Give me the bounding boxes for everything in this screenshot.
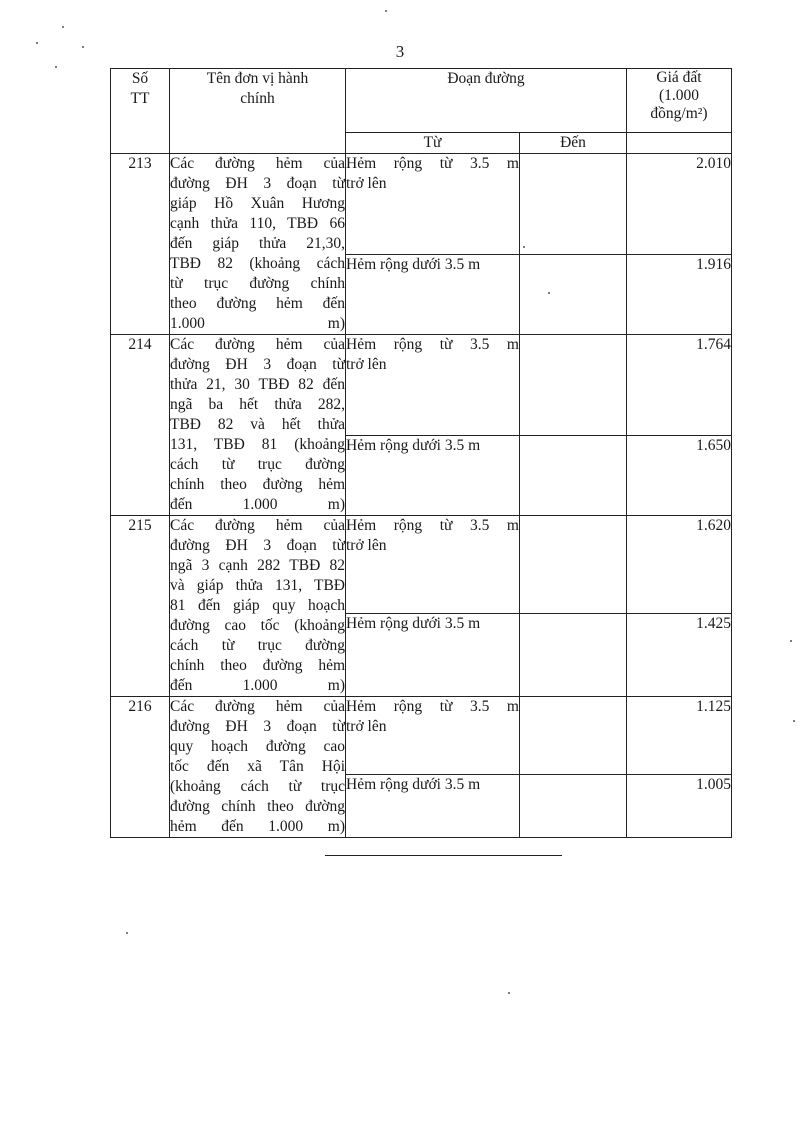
row-unit-name [170, 516, 346, 697]
name-line: ngã ba hết thửa 282, [170, 396, 345, 413]
price-wide: 1.620 [627, 516, 732, 614]
segment-from-narrow: Hẻm rộng dưới 3.5 m [346, 254, 520, 334]
scan-speck [793, 720, 795, 722]
row-stt: 214 [111, 335, 170, 516]
segment-from-narrow: Hẻm rộng dưới 3.5 m [346, 614, 520, 697]
name-line: TBĐ 82 (khoảng cách [170, 255, 345, 272]
name-line: ngã 3 cạnh 282 TBĐ 82 [170, 557, 345, 574]
segment-from-wide [346, 697, 520, 775]
name-line: đường ĐH 3 đoạn từ [170, 718, 345, 735]
segment-to-wide [520, 697, 627, 775]
land-price-table [110, 68, 732, 838]
header-price-line3: đồng/m²) [650, 105, 708, 122]
name-line: tốc đến xã Tân Hội [170, 758, 345, 775]
price-wide: 1.125 [627, 697, 732, 775]
from-line: Hẻm rộng từ 3.5 m [346, 155, 519, 172]
segment-to-narrow [520, 254, 627, 334]
price-narrow: 1.425 [627, 614, 732, 697]
from-line: trở lên [346, 537, 387, 554]
from-line: trở lên [346, 356, 387, 373]
name-line: Các đường hẻm của [170, 517, 345, 534]
name-line: đường chính theo đường [170, 798, 345, 815]
row-stt: 216 [111, 697, 170, 838]
header-from-label: Từ [423, 134, 442, 151]
name-line: giáp Hồ Xuân Hương [170, 195, 345, 212]
name-line: và giáp thửa 131, TBĐ [170, 577, 345, 594]
segment-to-narrow [520, 614, 627, 697]
name-line: đường ĐH 3 đoạn từ [170, 175, 345, 192]
segment-to-wide [520, 154, 627, 255]
from-line: Hẻm rộng từ 3.5 m [346, 698, 519, 715]
name-line: đến 1.000 m) [170, 496, 345, 513]
table-row [111, 516, 732, 614]
name-line: cách từ trục đường [170, 637, 345, 654]
scan-speck [548, 292, 550, 294]
from-line: Hẻm rộng từ 3.5 m [346, 336, 519, 353]
name-line: cạnh thửa 110, TBĐ 66 [170, 215, 345, 232]
header-stt [111, 69, 170, 154]
name-line: cách từ trục đường [170, 456, 345, 473]
segment-to-narrow [520, 435, 627, 515]
table-row [111, 335, 732, 436]
name-line: đến giáp thửa 21,30, [170, 235, 345, 252]
row-stt: 215 [111, 516, 170, 697]
scan-speck [62, 26, 64, 28]
scan-speck [36, 42, 38, 44]
name-line: (khoảng cách từ trục [170, 778, 345, 795]
header-segment [346, 69, 627, 133]
row-stt: 213 [111, 154, 170, 335]
name-line: Các đường hẻm của [170, 698, 345, 715]
name-line: đến 1.000 m) [170, 677, 345, 694]
name-line: TBĐ 82 và hết thửa [170, 416, 345, 433]
header-segment-label: Đoạn đường [447, 70, 525, 87]
price-wide: 1.764 [627, 335, 732, 436]
scan-speck [385, 10, 387, 12]
price-narrow: 1.916 [627, 254, 732, 334]
name-line: từ trục đường chính [170, 275, 345, 292]
closing-rule [325, 855, 562, 856]
name-line: Các đường hẻm của [170, 336, 345, 353]
name-line: chính theo đường hẻm [170, 476, 345, 493]
name-line: đường ĐH 3 đoạn từ [170, 537, 345, 554]
header-from [346, 133, 520, 154]
name-line: 81 đến giáp quy hoạch [170, 597, 345, 614]
price-narrow: 1.005 [627, 775, 732, 838]
segment-from-wide [346, 335, 520, 436]
header-price [627, 69, 732, 133]
name-line: 1.000 m) [170, 315, 345, 332]
header-unit-name [170, 69, 346, 154]
table-row [111, 697, 732, 775]
segment-from-narrow: Hẻm rộng dưới 3.5 m [346, 775, 520, 838]
name-line: thửa 21, 30 TBĐ 82 đến [170, 376, 345, 393]
from-line: trở lên [346, 175, 387, 192]
scan-speck [508, 992, 510, 994]
segment-from-narrow: Hẻm rộng dưới 3.5 m [346, 435, 520, 515]
header-stt-label: Số TT [130, 70, 150, 107]
scan-speck [523, 246, 525, 248]
name-line: 131, TBĐ 81 (khoảng [170, 436, 345, 453]
segment-from-wide [346, 154, 520, 255]
scan-speck [790, 640, 792, 642]
from-line: Hẻm rộng từ 3.5 m [346, 517, 519, 534]
name-line: Các đường hẻm của [170, 155, 345, 172]
header-price-line1: Giá đất [656, 69, 702, 86]
page-number: 3 [395, 42, 405, 61]
name-line: hẻm đến 1.000 m) [170, 818, 345, 835]
row-unit-name [170, 697, 346, 838]
price-wide: 2.010 [627, 154, 732, 255]
scan-speck [126, 932, 128, 934]
name-line: đường ĐH 3 đoạn từ [170, 356, 345, 373]
name-line: đường cao tốc (khoảng [170, 617, 345, 634]
price-narrow: 1.650 [627, 435, 732, 515]
name-line: theo đường hẻm đến [170, 295, 345, 312]
row-unit-name [170, 154, 346, 335]
header-unit-label: Tên đơn vị hành chính [206, 70, 309, 107]
from-line: trở lên [346, 718, 387, 735]
name-line: chính theo đường hẻm [170, 657, 345, 674]
name-line: quy hoạch đường cao [170, 738, 345, 755]
segment-from-wide [346, 516, 520, 614]
header-to [520, 133, 627, 154]
header-to-label: Đến [560, 134, 586, 151]
segment-to-wide [520, 335, 627, 436]
segment-to-narrow [520, 775, 627, 838]
scan-speck [55, 66, 57, 68]
segment-to-wide [520, 516, 627, 614]
row-unit-name [170, 335, 346, 516]
scan-speck [82, 46, 84, 48]
header-price-line2: (1.000 [658, 87, 700, 104]
header-price-sub [627, 133, 732, 154]
table-row [111, 154, 732, 255]
